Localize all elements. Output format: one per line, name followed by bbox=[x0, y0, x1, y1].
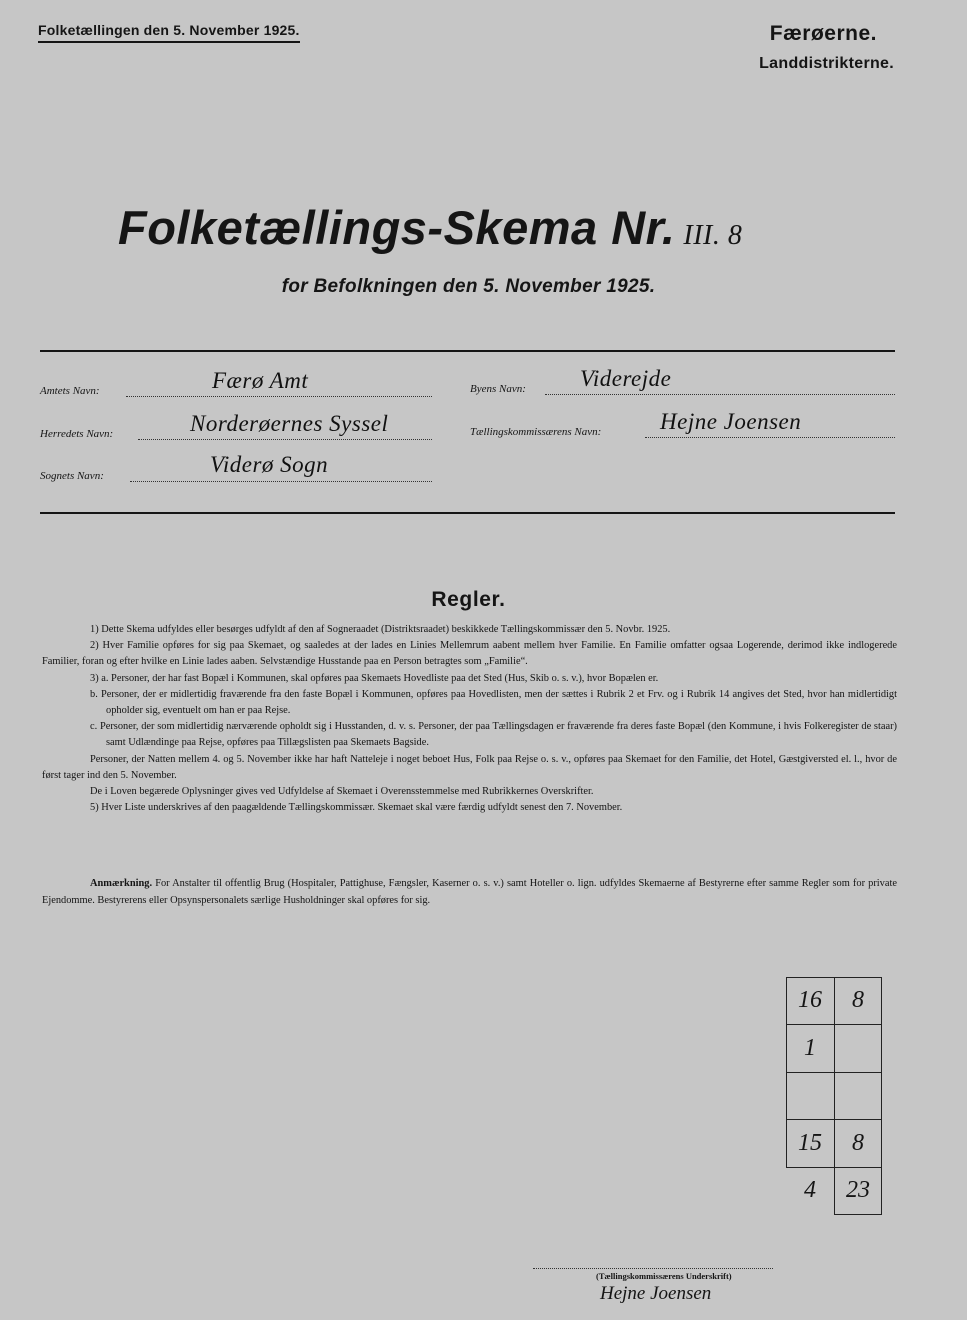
tally-left-border bbox=[786, 977, 787, 1167]
rule-3c: c. Personer, der som midlertidig nærværende opholdt sig i Husstanden, d. v. s. Personer, der paa Tællingsdagen er fraværende fra deres faste Bopæl (den Kommune, i hvis Folkeregister de staar) samt Udlændinge paa Rejse, opføres paa Tillægslisten paa Skemaets Bagside. bbox=[90, 721, 897, 749]
divider-bottom bbox=[40, 512, 895, 514]
herred-dotted-line bbox=[138, 439, 432, 440]
divider-top bbox=[40, 350, 895, 352]
tally-cell: 16 bbox=[798, 987, 822, 1013]
sogn-dotted-line bbox=[130, 481, 432, 482]
form-title bbox=[118, 200, 742, 255]
tally-cell: 4 bbox=[804, 1177, 816, 1203]
signature-value: Hejne Joensen bbox=[600, 1283, 712, 1304]
by-dotted-line bbox=[545, 394, 895, 395]
amt-value: Færø Amt bbox=[212, 368, 309, 393]
form-subtitle: for Befolkningen den 5. November 1925. bbox=[281, 276, 656, 297]
tally-cell: 1 bbox=[804, 1035, 816, 1061]
tally-bottom-border bbox=[834, 1214, 882, 1215]
tally-divider bbox=[834, 977, 835, 1214]
census-date-header: Folketællingen den 5. November 1925. bbox=[38, 22, 300, 43]
annotation-note bbox=[42, 875, 897, 909]
tally-right-border bbox=[881, 977, 882, 1214]
tally-cell: 23 bbox=[846, 1177, 870, 1203]
kommissaer-dotted-line bbox=[645, 437, 895, 438]
by-label: Byens Navn: bbox=[470, 383, 526, 395]
form-number-handwritten: III. 8 bbox=[683, 220, 743, 251]
rule-4: Personer, der Natten mellem 4. og 5. November ikke har haft Natteleje i noget beboet Hus, Folk paa Rejse o. s. v., opføres paa Skemaet for den Familie, det Hotel, Gæstgiversted el. l., hvor de først tager ind den 5. November. bbox=[42, 753, 897, 781]
sogn-label: Sognets Navn: bbox=[40, 470, 104, 482]
rules-heading: Regler. bbox=[431, 588, 506, 611]
rule-1: 1) Dette Skema udfyldes eller besørges udfyldt af den af Sogneraadet (Distriktsraadet) beskikkede Tællingskommissær den 5. Novbr. 1925. bbox=[90, 624, 671, 635]
rule-2: 2) Hver Familie opføres for sig paa Skemaet, og saaledes at der lades en Linies Mellemrum aabent mellem hver Familie. En Familie omfatter ogsaa Logerende, derimod ikke indlogerede Familier, foran og efter hvilke en Linie lades aaben. Selvstændige Husstande paa en Person betragtes som „Familie“. bbox=[42, 640, 897, 668]
kommissaer-label: Tællingskommissærens Navn: bbox=[470, 426, 602, 438]
region-title: Færøerne. bbox=[769, 22, 877, 45]
herred-value: Norderøernes Syssel bbox=[190, 411, 389, 436]
amt-label: Amtets Navn: bbox=[40, 385, 100, 397]
sogn-value: Viderø Sogn bbox=[210, 452, 329, 477]
annotation-text: For Anstalter til offentlig Brug (Hospitaler, Pattighuse, Fængsler, Kaserner o. s. v.) samt Hoteller o. lign. udfyldes Skemaerne af Bestyrerne efter samme Regler som for private Ejendomme. Bestyrerens eller Opsynspersonalets særlige Husholdninger skal opføres for sig. bbox=[42, 878, 897, 906]
rules-list bbox=[42, 622, 897, 816]
tally-cell: 8 bbox=[852, 1130, 864, 1156]
kommissaer-value: Hejne Joensen bbox=[660, 409, 802, 434]
rule-3a: 3) a. Personer, der har fast Bopæl i Kommunen, skal opføres paa Skemaets Hovedliste paa det Sted (Hus, Skib o. s. v.), hvor Bopælen er. bbox=[90, 672, 659, 684]
form-title-text: Folketællings-Skema Nr. bbox=[118, 201, 676, 254]
amt-dotted-line bbox=[126, 396, 432, 397]
tally-cell: 8 bbox=[852, 987, 864, 1013]
herred-label: Herredets Navn: bbox=[40, 428, 114, 440]
rule-4b: De i Loven begærede Oplysninger gives ved Udfyldelse af Skemaet i Overensstemmelse med Rubrikkernes Overskrifter. bbox=[90, 786, 594, 798]
rule-5: 5) Hver Liste underskrives af den paagældende Tællingskommissær. Skemaet skal være færdig udfyldt senest den 7. November. bbox=[90, 802, 623, 814]
by-value: Viderejde bbox=[580, 366, 672, 391]
signature-label: (Tællingskommissærens Underskrift) bbox=[596, 1271, 732, 1281]
rule-3b: b. Personer, der er midlertidig fraværende fra den faste Bopæl i Kommunen, opføres paa Hovedlisten, men der sættes i Rubrik 2 et Frv. og i Rubrik 14 angives det Sted, hvor han midlertidigt opholder sig, eventuelt om han er paa Rejse. bbox=[90, 688, 897, 717]
region-subtitle: Landdistrikterne. bbox=[759, 55, 894, 72]
tally-cell: 15 bbox=[798, 1130, 822, 1156]
tally-box bbox=[786, 977, 882, 1214]
signature-line bbox=[533, 1268, 773, 1269]
annotation-label: Anmærkning. bbox=[90, 878, 153, 889]
